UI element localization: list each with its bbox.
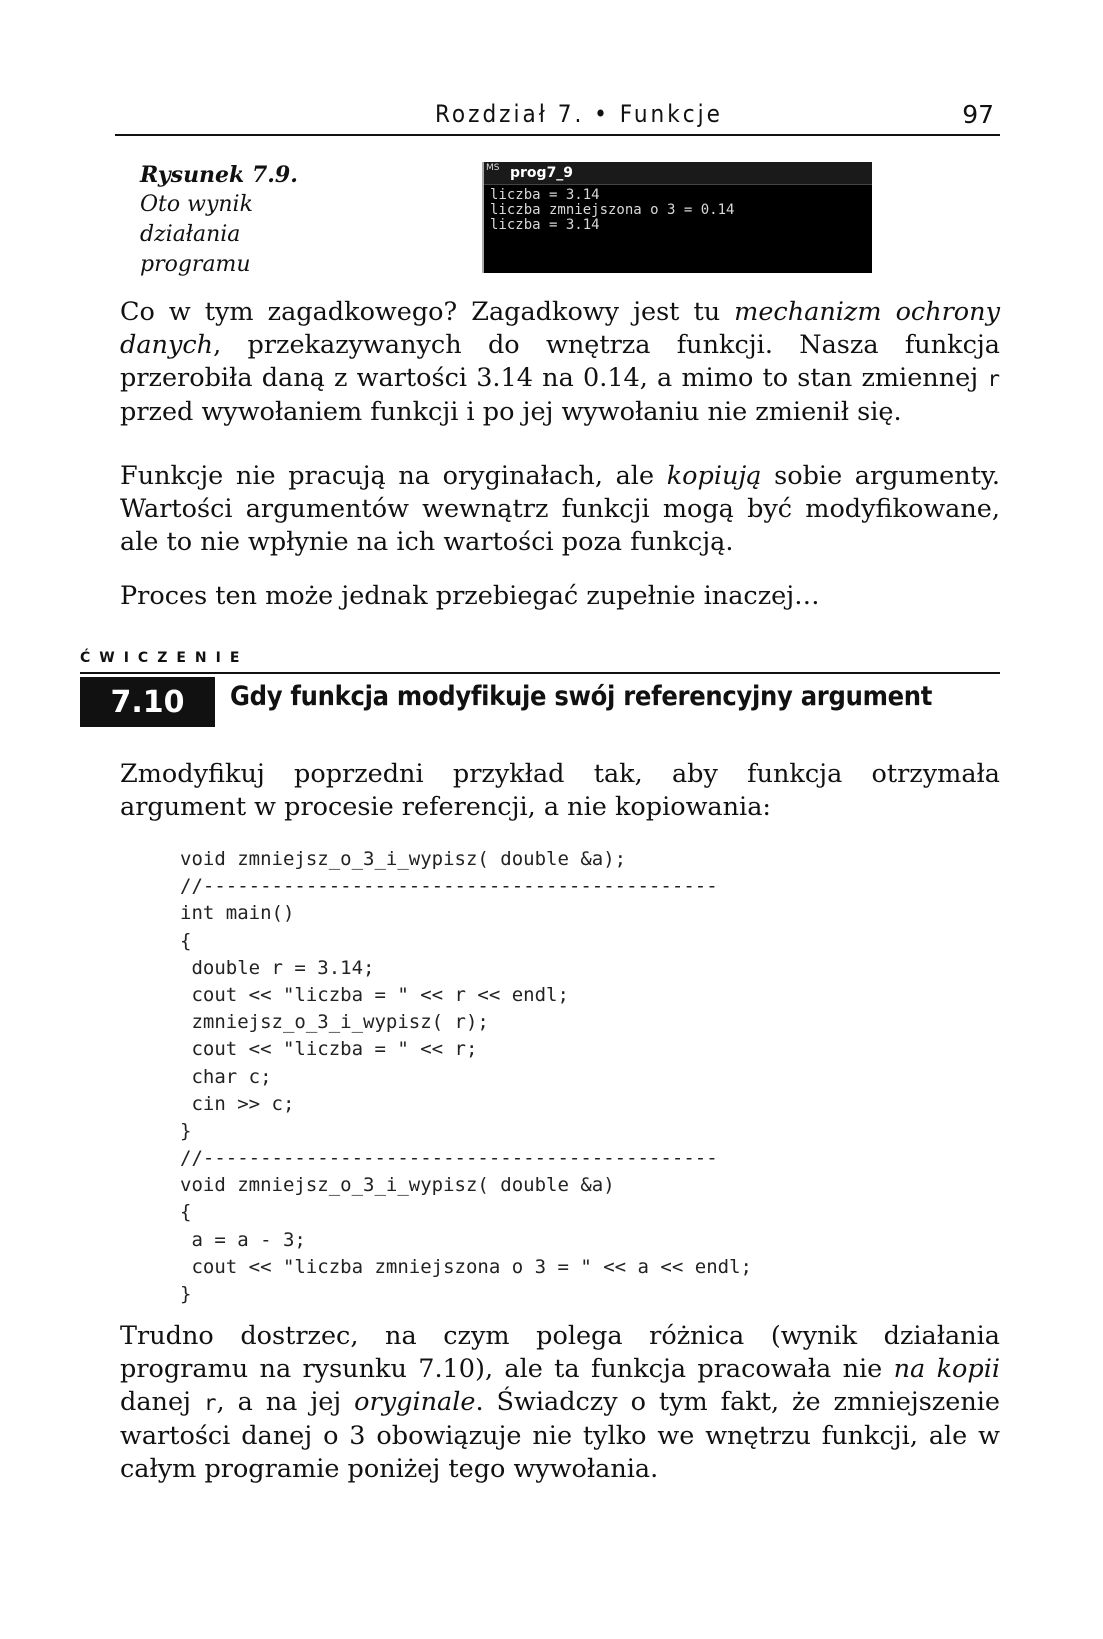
console-app-icon: MS: [486, 163, 500, 173]
code-line: {: [180, 1201, 192, 1224]
console-output: [484, 185, 872, 236]
emphasis: oryginale: [354, 1387, 476, 1417]
divider: [80, 672, 1000, 674]
console-line: liczba = 3.14: [490, 217, 600, 233]
figure-caption: [140, 160, 340, 280]
figure-caption-line: Oto wynik: [140, 192, 253, 217]
paragraph: Proces ten może jednak przebiegać zupełnie inaczej…: [120, 581, 820, 611]
code-line: cout << "liczba = " << r;: [180, 1038, 478, 1061]
code-line: {: [180, 929, 192, 952]
emphasis: kopiują: [666, 461, 762, 491]
page-number: 97: [962, 100, 994, 129]
code-line: int main(): [180, 902, 295, 925]
paragraph: [120, 1320, 1000, 1486]
code-line: //---------------------------------------------: [180, 875, 718, 898]
console-title: prog7_9: [510, 165, 574, 181]
code-line: cout << "liczba = " << r << endl;: [180, 983, 569, 1006]
exercise-number: 7.10: [80, 677, 215, 727]
inline-code: r: [203, 1391, 217, 1415]
paragraph: [120, 296, 1000, 429]
figure-caption-line: programu: [140, 252, 251, 277]
figure-label: Rysunek 7.9.: [140, 162, 298, 188]
text-run: Trudno dostrzec, na czym polega różnica (wynik działania programu na rysunku 7.10), ale ta funkcja pracowała nie: [120, 1321, 1000, 1384]
text-run: , przekazywanych do wnętrza funkcji. Nasza funkcja przerobiła daną z wartości 3.14 na 0.14, a mimo to stan zmiennej: [120, 330, 1000, 393]
code-line: }: [180, 1283, 192, 1305]
running-header: [115, 98, 1000, 136]
text-run: Co w tym zagadkowego? Zagadkowy jest tu: [120, 297, 735, 327]
console-line: liczba zmniejszona o 3 = 0.14: [490, 202, 735, 218]
text-run: , a na jej: [216, 1387, 355, 1417]
text-run: przed wywołaniem funkcji i po jej wywołaniu nie zmienił się.: [120, 397, 902, 427]
paragraph: Zmodyfikuj poprzedni przykład tak, aby funkcja otrzymała argument w procesie referencji, a nie kopiowania:: [120, 759, 1000, 822]
exercise-kicker: ĆWICZENIE: [80, 650, 249, 666]
console-titlebar: [484, 162, 872, 185]
text-run: . Świadczy o tym fakt, że zmniejszenie wartości danej o 3 obowiązuje nie tylko we wnętrzu funkcji, ale w całym programie poniżej tego wywołania.: [120, 1387, 1000, 1484]
console-line: liczba = 3.14: [490, 187, 600, 203]
console-window: [482, 162, 872, 273]
emphasis: na kopii: [893, 1354, 1001, 1384]
chapter-title: Rozdział 7. • Funkcje: [435, 100, 723, 128]
code-line: double r = 3.14;: [180, 956, 375, 979]
code-line: cout << "liczba zmniejszona o 3 = " << a << endl;: [180, 1255, 752, 1278]
code-line: //---------------------------------------------: [180, 1147, 718, 1170]
code-line: a = a - 3;: [180, 1228, 306, 1251]
code-line: void zmniejsz_o_3_i_wypisz( double &a);: [180, 848, 627, 870]
text-run: Funkcje nie pracują na oryginałach, ale: [120, 461, 667, 491]
emphasis: mechanizm ochrony danych: [120, 297, 1000, 360]
exercise-title: Gdy funkcja modyfikuje swój referencyjny argument: [230, 681, 933, 712]
code-listing: [180, 846, 752, 1308]
code-line: cin >> c;: [180, 1092, 295, 1115]
paragraph: [120, 460, 1000, 559]
code-line: void zmniejsz_o_3_i_wypisz( double &a): [180, 1174, 615, 1197]
text-run: sobie argumenty. Wartości argumentów wewnątrz funkcji mogą być modyfikowane, ale to nie wpłynie na ich wartości poza funkcją.: [120, 461, 1000, 557]
code-line: zmniejsz_o_3_i_wypisz( r);: [180, 1011, 489, 1034]
text-run: danej: [120, 1387, 204, 1417]
code-line: char c;: [180, 1065, 272, 1088]
code-line: }: [180, 1119, 192, 1142]
inline-code: r: [987, 367, 1000, 391]
figure-caption-line: działania: [140, 222, 241, 247]
